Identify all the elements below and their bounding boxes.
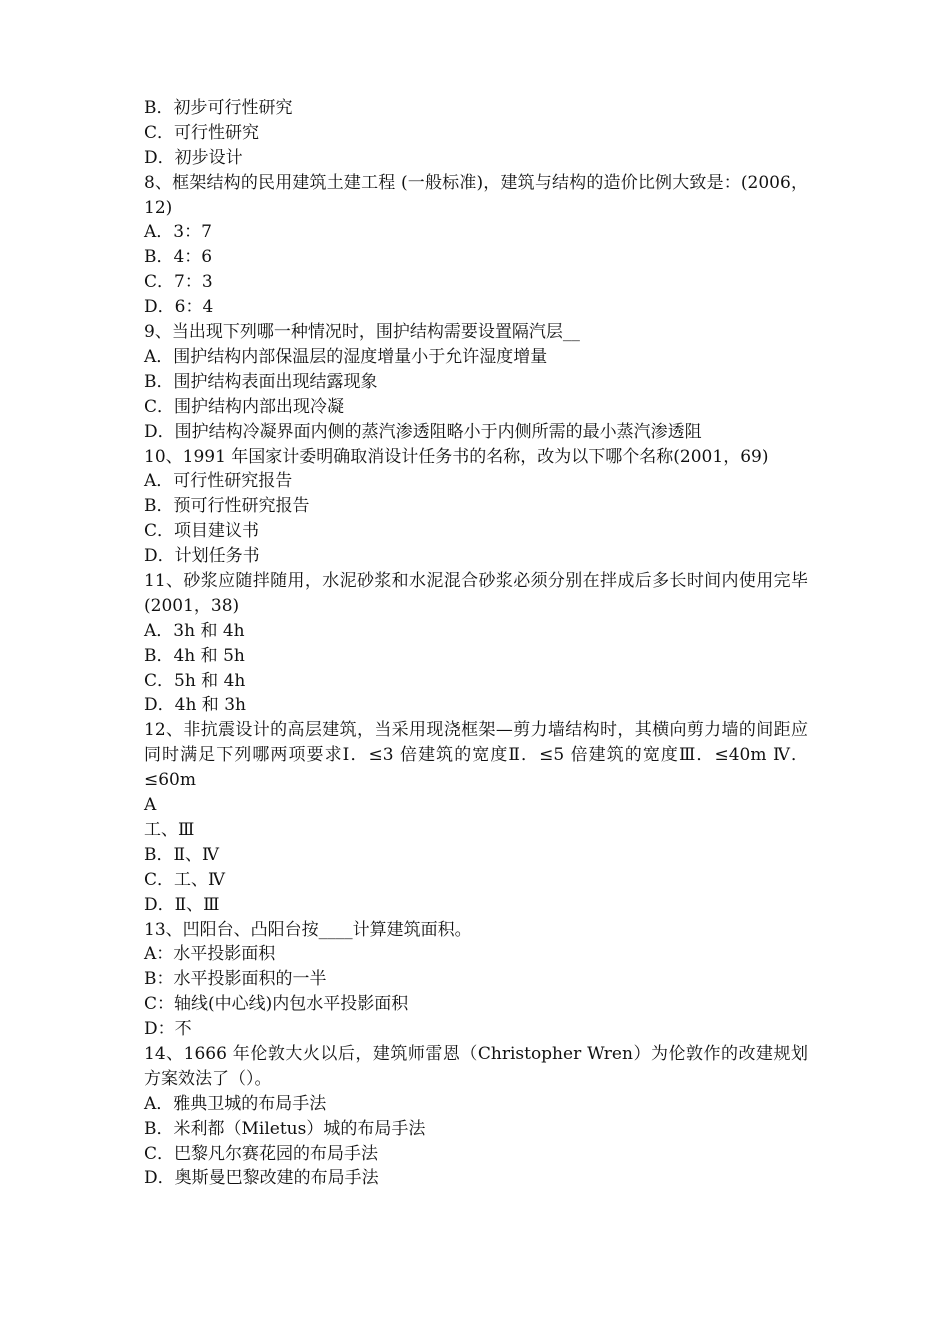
question-9: 9、当出现下列哪一种情况时，围护结构需要设置隔汽层__ [144, 322, 580, 343]
option-line: D：不 [144, 1019, 192, 1040]
option-line: C．围护结构内部出现冷凝 [144, 396, 345, 417]
question-13: 13、凹阳台、凸阳台按____计算建筑面积。 [144, 919, 472, 940]
question-10: 10、1991 年国家计委明确取消设计任务书的名称，改为以下哪个名称(2001，69) [144, 446, 769, 467]
option-line: D．Ⅱ、Ⅲ [144, 894, 220, 915]
option-line: B．4h 和 5h [144, 645, 245, 666]
option-line: D．6：4 [144, 297, 214, 318]
option-line: B．预可行性研究报告 [144, 496, 310, 517]
option-line: D．围护结构冷凝界面内侧的蒸汽渗透阻略小于内侧所需的最小蒸汽渗透阻 [144, 421, 702, 442]
option-line: C．5h 和 4h [144, 670, 246, 691]
document-page [144, 96, 808, 1191]
option-line: A [144, 795, 157, 816]
question-11: 11、砂浆应随拌随用，水泥砂浆和水泥混合砂浆必须分别在拌成后多长时间内使用完毕(2001，38) [144, 570, 808, 616]
option-line: A．3h 和 4h [144, 620, 245, 641]
option-line: C．项目建议书 [144, 521, 260, 542]
option-line: B．围护结构表面出现结露现象 [144, 371, 378, 392]
option-line: D．初步设计 [144, 147, 243, 168]
option-line: A．3：7 [144, 222, 212, 243]
option-line: C．巴黎凡尔赛花园的布局手法 [144, 1143, 379, 1164]
option-line: B．米利都（Miletus）城的布局手法 [144, 1118, 426, 1139]
option-line: A．围护结构内部保温层的湿度增量小于允许湿度增量 [144, 346, 548, 367]
option-line: C．可行性研究 [144, 122, 260, 143]
option-line: D．计划任务书 [144, 546, 260, 567]
option-line: C：轴线(中心线)内包水平投影面积 [144, 994, 409, 1015]
option-line: A．可行性研究报告 [144, 471, 293, 492]
question-12: 12、非抗震设计的高层建筑，当采用现浇框架—剪力墙结构时，其横向剪力墙的间距应同时满足下列哪两项要求Ⅰ．≤3 倍建筑的宽度Ⅱ．≤5 倍建筑的宽度Ⅲ．≤40m Ⅳ．≤60m [144, 720, 808, 791]
option-line: A：水平投影面积 [144, 944, 276, 965]
option-line: D．奥斯曼巴黎改建的布局手法 [144, 1168, 379, 1189]
option-line: B．Ⅱ、Ⅳ [144, 844, 220, 865]
option-line: 工、Ⅲ [144, 819, 195, 840]
option-line: C．工、Ⅳ [144, 869, 225, 890]
option-line: D．4h 和 3h [144, 695, 246, 716]
question-8: 8、框架结构的民用建筑土建工程 (一般标准)，建筑与结构的造价比例大致是：(2006，12) [144, 172, 808, 218]
question-14: 14、1666 年伦敦大火以后，建筑师雷恩（Christopher Wren）为伦敦作的改建规划方案效法了（）。 [144, 1043, 808, 1089]
option-line: B．初步可行性研究 [144, 98, 293, 118]
option-line: B：水平投影面积的一半 [144, 969, 327, 990]
option-line: C．7：3 [144, 272, 213, 293]
option-line: A．雅典卫城的布局手法 [144, 1093, 327, 1114]
option-line: B．4：6 [144, 247, 213, 268]
